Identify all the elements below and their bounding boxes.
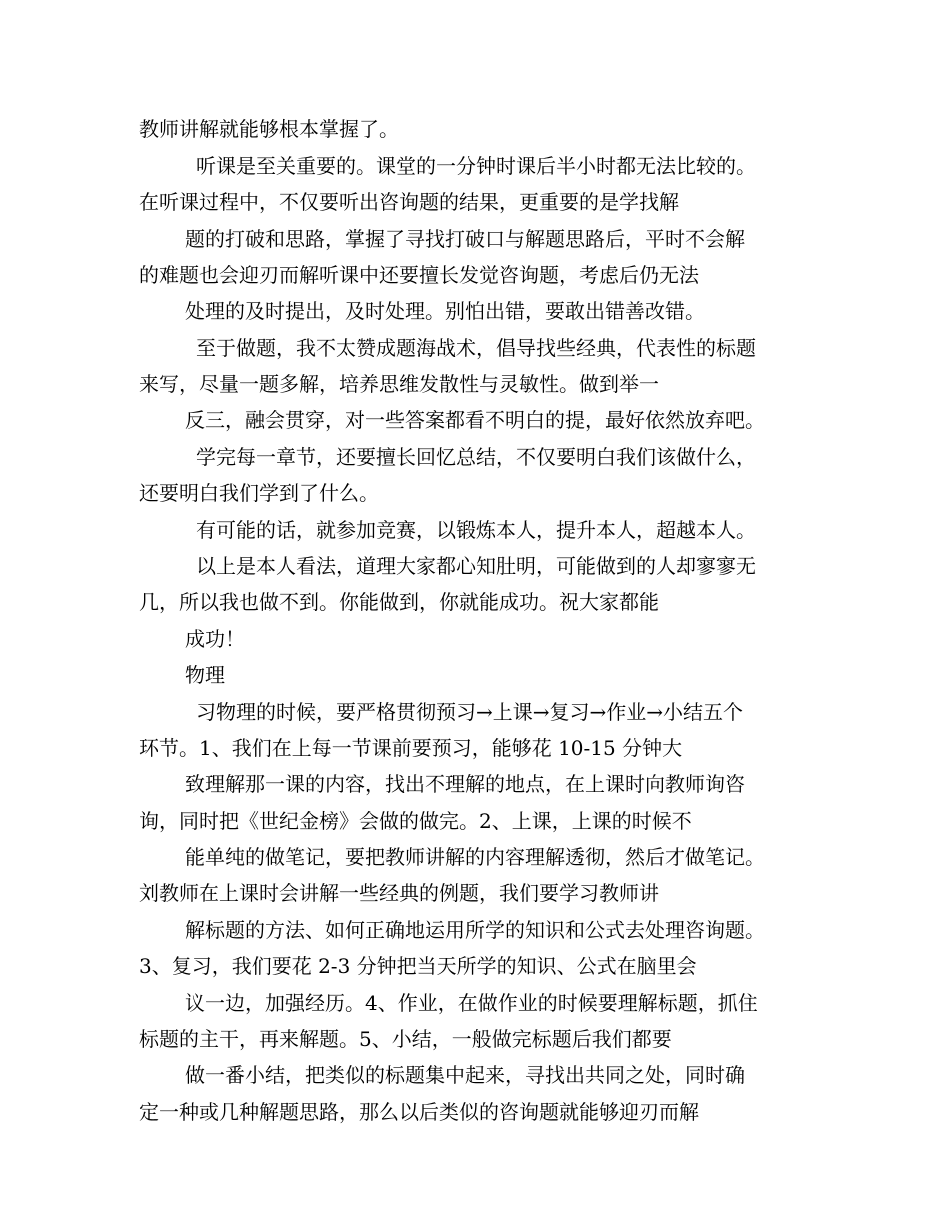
text-line: 致理解那一课的内容，找出不理解的地点，在上课时向教师询咨 [185, 772, 745, 796]
text-line: 至于做题，我不太赞成题海战术，倡导找些经典，代表性的标题 [196, 336, 756, 360]
text-line: 来写，尽量一题多解，培养思维发散性与灵敏性。做到举一 [139, 372, 659, 396]
text-line: 在听课过程中，不仅要听出咨询题的结果，更重要的是学找解 [139, 190, 679, 214]
text-line: 处理的及时提出，及时处理。别怕出错，要敢出错善改错。 [185, 299, 705, 323]
text-line: 标题的主干，再来解题。5、小结，一般做完标题后我们都要 [139, 1027, 672, 1051]
text-line: 成功！ [185, 627, 245, 651]
text-line: 的难题也会迎刃而解听课中还要擅长发觉咨询题，考虑后仍无法 [139, 263, 699, 287]
section-heading: 物理 [185, 663, 225, 687]
text-line: 3、复习，我们要花 2-3 分钟把当天所学的知识、公式在脑里会 [139, 954, 697, 978]
text-line: 定一种或几种解题思路，那么以后类似的咨询题就能够迎刃而解 [139, 1100, 699, 1124]
text-line: 听课是至关重要的。课堂的一分钟时课后半小时都无法比较的。 [196, 154, 756, 178]
text-line: 几，所以我也做不到。你能做到，你就能成功。祝大家都能 [139, 590, 659, 614]
text-line: 环节。1、我们在上每一节课前要预习，能够花 10-15 分钟大 [139, 736, 683, 760]
text-line: 解标题的方法、如何正确地运用所学的知识和公式去处理咨询题。 [185, 918, 765, 942]
text-line: 题的打破和思路，掌握了寻找打破口与解题思路后，平时不会解 [185, 227, 745, 251]
text-line: 询，同时把《世纪金榜》会做的做完。2、上课，上课的时候不 [139, 809, 692, 833]
text-line: 还要明白我们学到了什么。 [139, 481, 379, 505]
text-line: 能单纯的做笔记，要把教师讲解的内容理解透彻，然后才做笔记。 [185, 845, 765, 869]
text-line: 习物理的时候，要严格贯彻预习→上课→复习→作业→小结五个 [196, 700, 744, 724]
text-line: 议一边，加强经历。4、作业，在做作业的时候要理解标题，抓住 [185, 991, 758, 1015]
text-line: 教师讲解就能够根本掌握了。 [139, 117, 399, 141]
text-line: 以上是本人看法，道理大家都心知肚明，可能做到的人却寥寥无 [196, 554, 756, 578]
text-line: 刘教师在上课时会讲解一些经典的例题，我们要学习教师讲 [139, 881, 659, 905]
text-line: 学完每一章节，还要擅长回忆总结，不仅要明白我们该做什么， [196, 445, 756, 469]
text-line: 做一番小结，把类似的标题集中起来，寻找出共同之处，同时确 [185, 1063, 745, 1087]
text-line: 反三，融会贯穿，对一些答案都看不明白的提，最好依然放弃吧。 [185, 408, 765, 432]
text-line: 有可能的话，就参加竞赛，以锻炼本人，提升本人，超越本人。 [196, 518, 756, 542]
